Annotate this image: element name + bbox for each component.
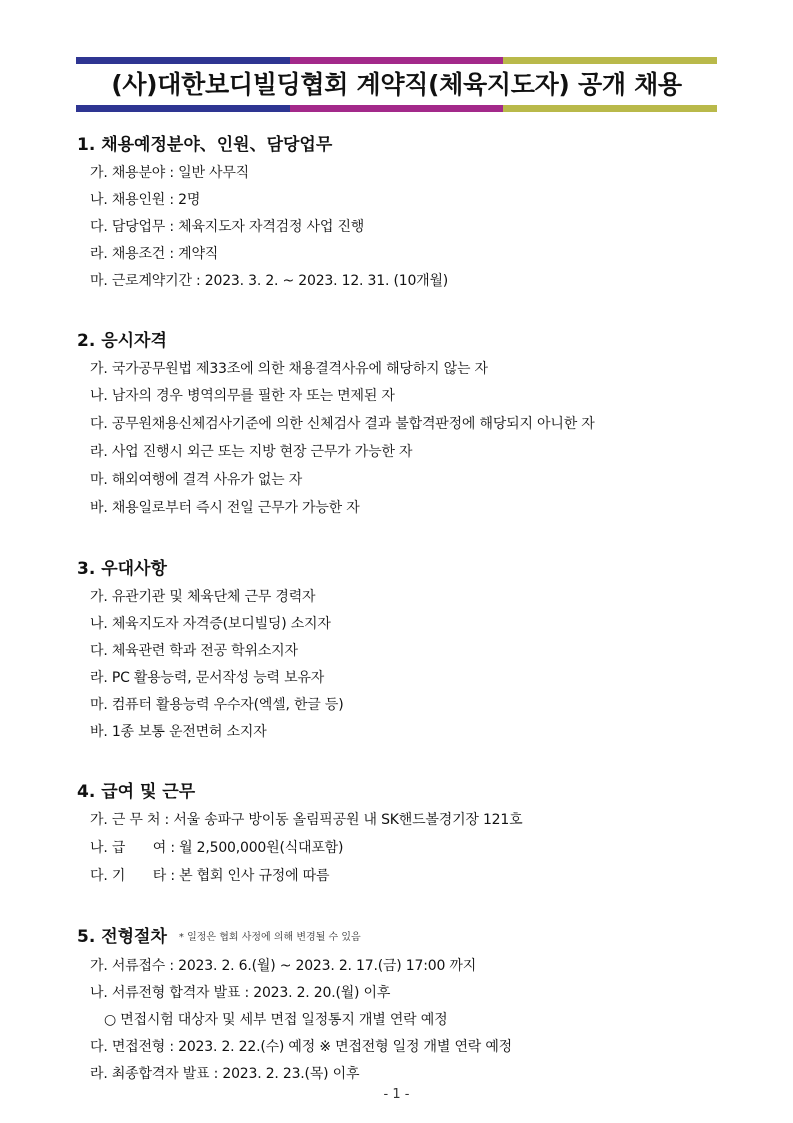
list-item: 바. 채용일로부터 즉시 전일 근무가 가능한 자 xyxy=(90,500,360,516)
list-item: 나. 체육지도자 자격증(보디빌딩) 소지자 xyxy=(90,616,331,632)
list-item: 마. 해외여행에 결격 사유가 없는 자 xyxy=(90,472,303,488)
list-item: 가. 근 무 처 : 서울 송파구 방이동 올림픽공원 내 SK핸드볼경기장 121호 xyxy=(90,812,523,828)
list-item: 라. PC 활용능력, 문서작성 능력 보유자 xyxy=(90,670,325,686)
page-number: - 1 - xyxy=(383,1087,410,1102)
list-item: 가. 국가공무원법 제33조에 의한 채용결격사유에 해당하지 않는 자 xyxy=(90,361,488,377)
list-item: 나. 남자의 경우 병역의무를 필한 자 또는 면제된 자 xyxy=(90,388,395,404)
section-heading-qualifications: 2. 응시자격 xyxy=(77,331,167,351)
color-bar-segment-navy xyxy=(76,57,290,64)
color-bar-segment-navy xyxy=(76,105,290,112)
color-bar-segment-magenta xyxy=(290,105,504,112)
list-item: 다. 담당업무 : 체육지도자 자격검정 사업 진행 xyxy=(90,219,365,235)
color-bar-segment-olive xyxy=(503,57,717,64)
list-item: 라. 채용조건 : 계약직 xyxy=(90,246,219,262)
list-item: 다. 기 타 : 본 협회 인사 규정에 따름 xyxy=(90,868,330,884)
list-item: 가. 서류접수 : 2023. 2. 6.(월) ~ 2023. 2. 17.(금) 17:00 까지 xyxy=(90,958,477,974)
list-item: 가. 유관기관 및 체육단체 근무 경력자 xyxy=(90,589,316,605)
section-heading-recruitment-field: 1. 채용예정분야、인원、담당업무 xyxy=(77,135,333,155)
document-title: (사)대한보디빌딩협회 계약직(체육지도자) 공개 채용 xyxy=(111,70,682,99)
section-heading-selection-process xyxy=(77,922,361,947)
list-item: 나. 서류전형 합격자 발표 : 2023. 2. 20.(월) 이후 xyxy=(90,985,391,1001)
schedule-change-note: * 일정은 협회 사정에 의해 변경될 수 있음 xyxy=(178,932,361,943)
bottom-color-bar xyxy=(76,105,717,112)
list-item: 다. 공무원채용신체검사기준에 의한 신체검사 결과 불합격판정에 해당되지 아니한 자 xyxy=(90,416,595,432)
section-heading-salary-and-work: 4. 급여 및 근무 xyxy=(77,782,196,802)
list-item: 다. 면접전형 : 2023. 2. 22.(수) 예정 ※ 면접전형 일정 개별 연락 예정 xyxy=(90,1039,513,1055)
list-item: 가. 채용분야 : 일반 사무직 xyxy=(90,165,250,181)
color-bar-segment-olive xyxy=(503,105,717,112)
list-sub-item: ○ 면접시험 대상자 및 세부 면접 일정통지 개별 연락 예정 xyxy=(104,1012,448,1028)
list-item: 마. 컴퓨터 활용능력 우수자(엑셀, 한글 등) xyxy=(90,697,344,713)
section-heading-preferences: 3. 우대사항 xyxy=(77,559,167,579)
color-bar-segment-magenta xyxy=(290,57,504,64)
list-item: 다. 체육관련 학과 전공 학위소지자 xyxy=(90,643,298,659)
top-color-bar xyxy=(76,57,717,64)
list-item: 바. 1종 보통 운전면허 소지자 xyxy=(90,724,267,740)
section-heading-text: 5. 전형절차 xyxy=(77,927,167,947)
list-item: 나. 채용인원 : 2명 xyxy=(90,192,201,208)
list-item: 라. 사업 진행시 외근 또는 지방 현장 근무가 가능한 자 xyxy=(90,444,413,460)
list-item: 마. 근로계약기간 : 2023. 3. 2. ~ 2023. 12. 31. (10개월) xyxy=(90,273,449,289)
list-item: 라. 최종합격자 발표 : 2023. 2. 23.(목) 이후 xyxy=(90,1066,360,1082)
list-item: 나. 급 여 : 월 2,500,000원(식대포함) xyxy=(90,840,344,856)
